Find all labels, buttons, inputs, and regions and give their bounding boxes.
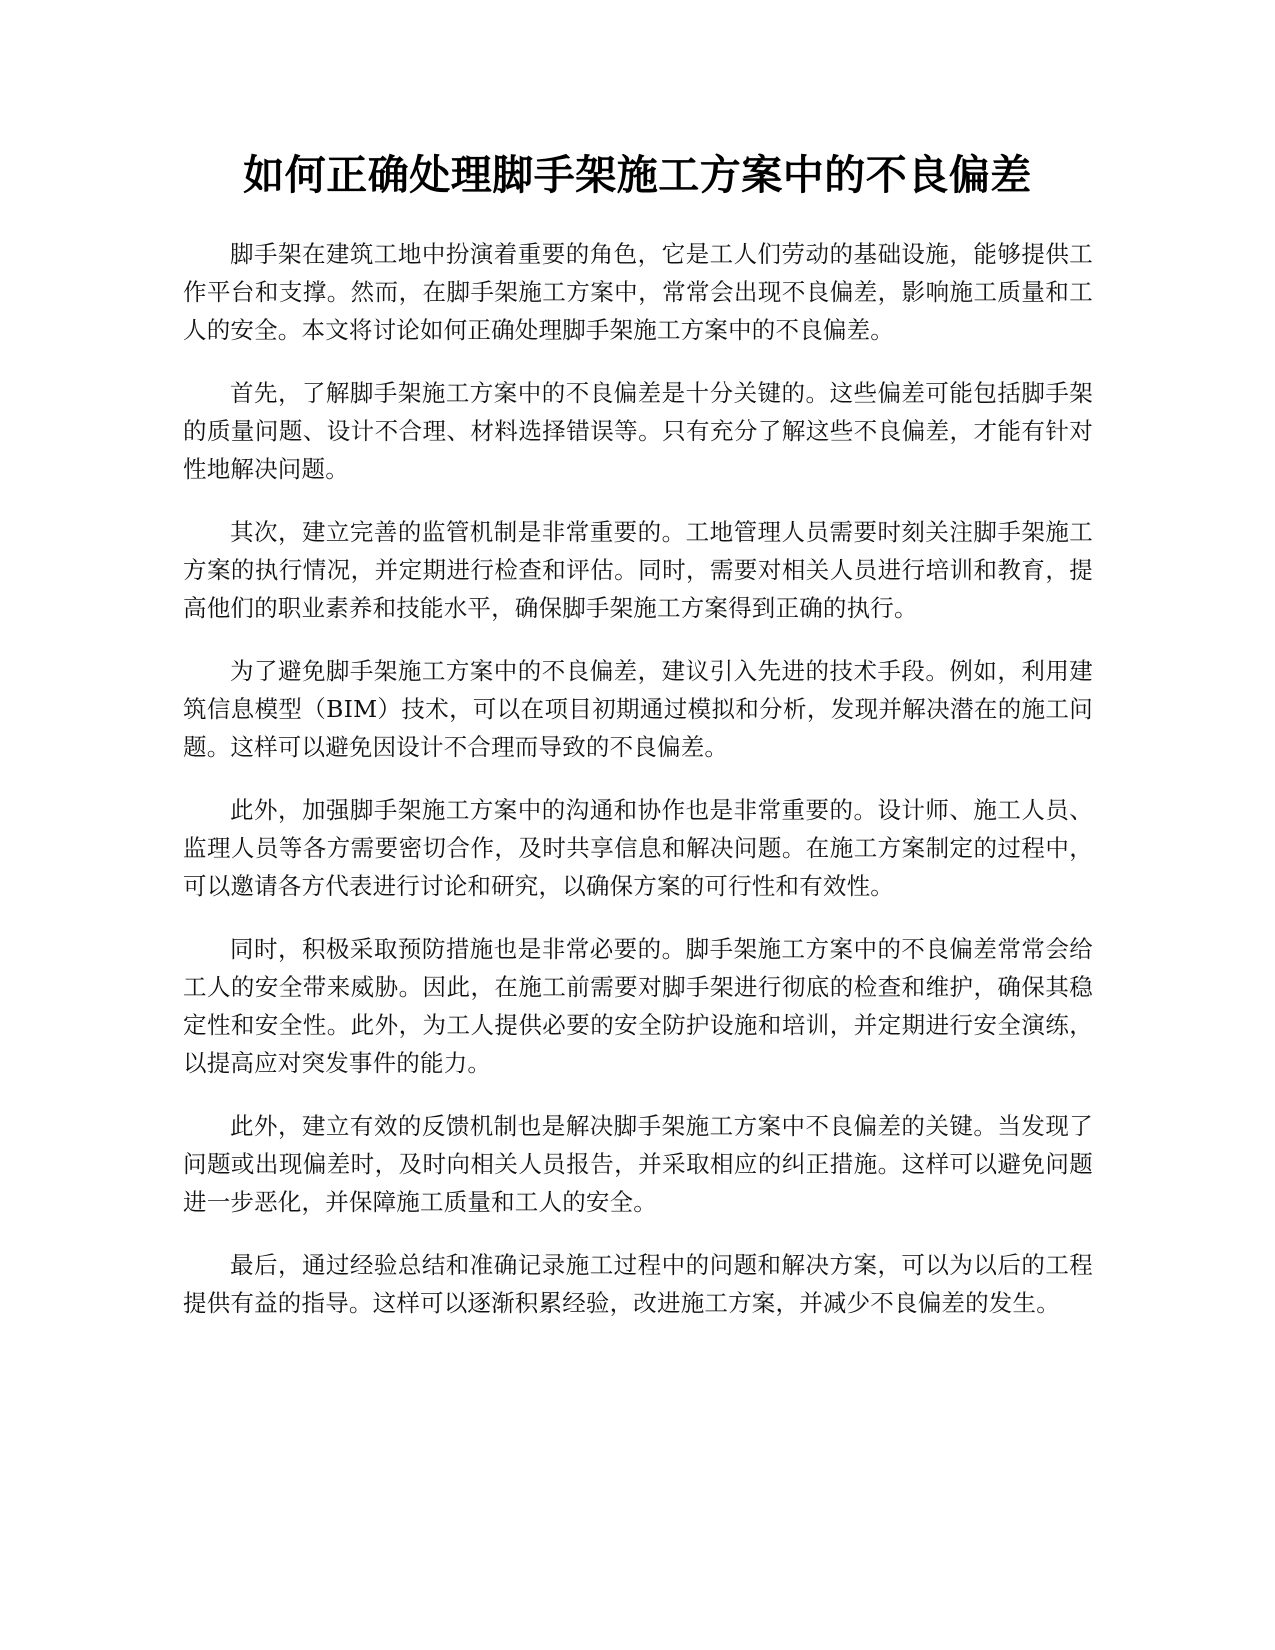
paragraph-2: 首先，了解脚手架施工方案中的不良偏差是十分关键的。这些偏差可能包括脚手架的质量问题、设计不合理、材料选择错误等。只有充分了解这些不良偏差，才能有针对性地解决问题。 xyxy=(183,379,1093,483)
paragraph-1: 脚手架在建筑工地中扮演着重要的角色，它是工人们劳动的基础设施，能够提供工作平台和支撑。然而，在脚手架施工方案中，常常会出现不良偏差，影响施工质量和工人的安全。本文将讨论如何正确处理脚手架施工方案中的不良偏差。 xyxy=(183,240,1093,344)
paragraph-4: 为了避免脚手架施工方案中的不良偏差，建议引入先进的技术手段。例如，利用建筑信息模型（BIM）技术，可以在项目初期通过模拟和分析，发现并解决潜在的施工问题。这样可以避免因设计不合理而导致的不良偏差。 xyxy=(183,657,1093,761)
document-title: 如何正确处理脚手架施工方案中的不良偏差 xyxy=(243,151,1032,199)
paragraph-7: 此外，建立有效的反馈机制也是解决脚手架施工方案中不良偏差的关键。当发现了问题或出现偏差时，及时向相关人员报告，并采取相应的纠正措施。这样可以避免问题进一步恶化，并保障施工质量和工人的安全。 xyxy=(183,1112,1093,1216)
document-body xyxy=(183,235,1093,1347)
paragraph-6: 同时，积极采取预防措施也是非常必要的。脚手架施工方案中的不良偏差常常会给工人的安全带来威胁。因此，在施工前需要对脚手架进行彻底的检查和维护，确保其稳定性和安全性。此外，为工人提供必要的安全防护设施和培训，并定期进行安全演练，以提高应对突发事件的能力。 xyxy=(183,935,1093,1077)
paragraph-3: 其次，建立完善的监管机制是非常重要的。工地管理人员需要时刻关注脚手架施工方案的执行情况，并定期进行检查和评估。同时，需要对相关人员进行培训和教育，提高他们的职业素养和技能水平，确保脚手架施工方案得到正确的执行。 xyxy=(183,518,1093,622)
paragraph-8: 最后，通过经验总结和准确记录施工过程中的问题和解决方案，可以为以后的工程提供有益的指导。这样可以逐渐积累经验，改进施工方案，并减少不良偏差的发生。 xyxy=(183,1251,1093,1317)
paragraph-5: 此外，加强脚手架施工方案中的沟通和协作也是非常重要的。设计师、施工人员、监理人员等各方需要密切合作，及时共享信息和解决问题。在施工方案制定的过程中，可以邀请各方代表进行讨论和研究，以确保方案的可行性和有效性。 xyxy=(183,796,1093,900)
